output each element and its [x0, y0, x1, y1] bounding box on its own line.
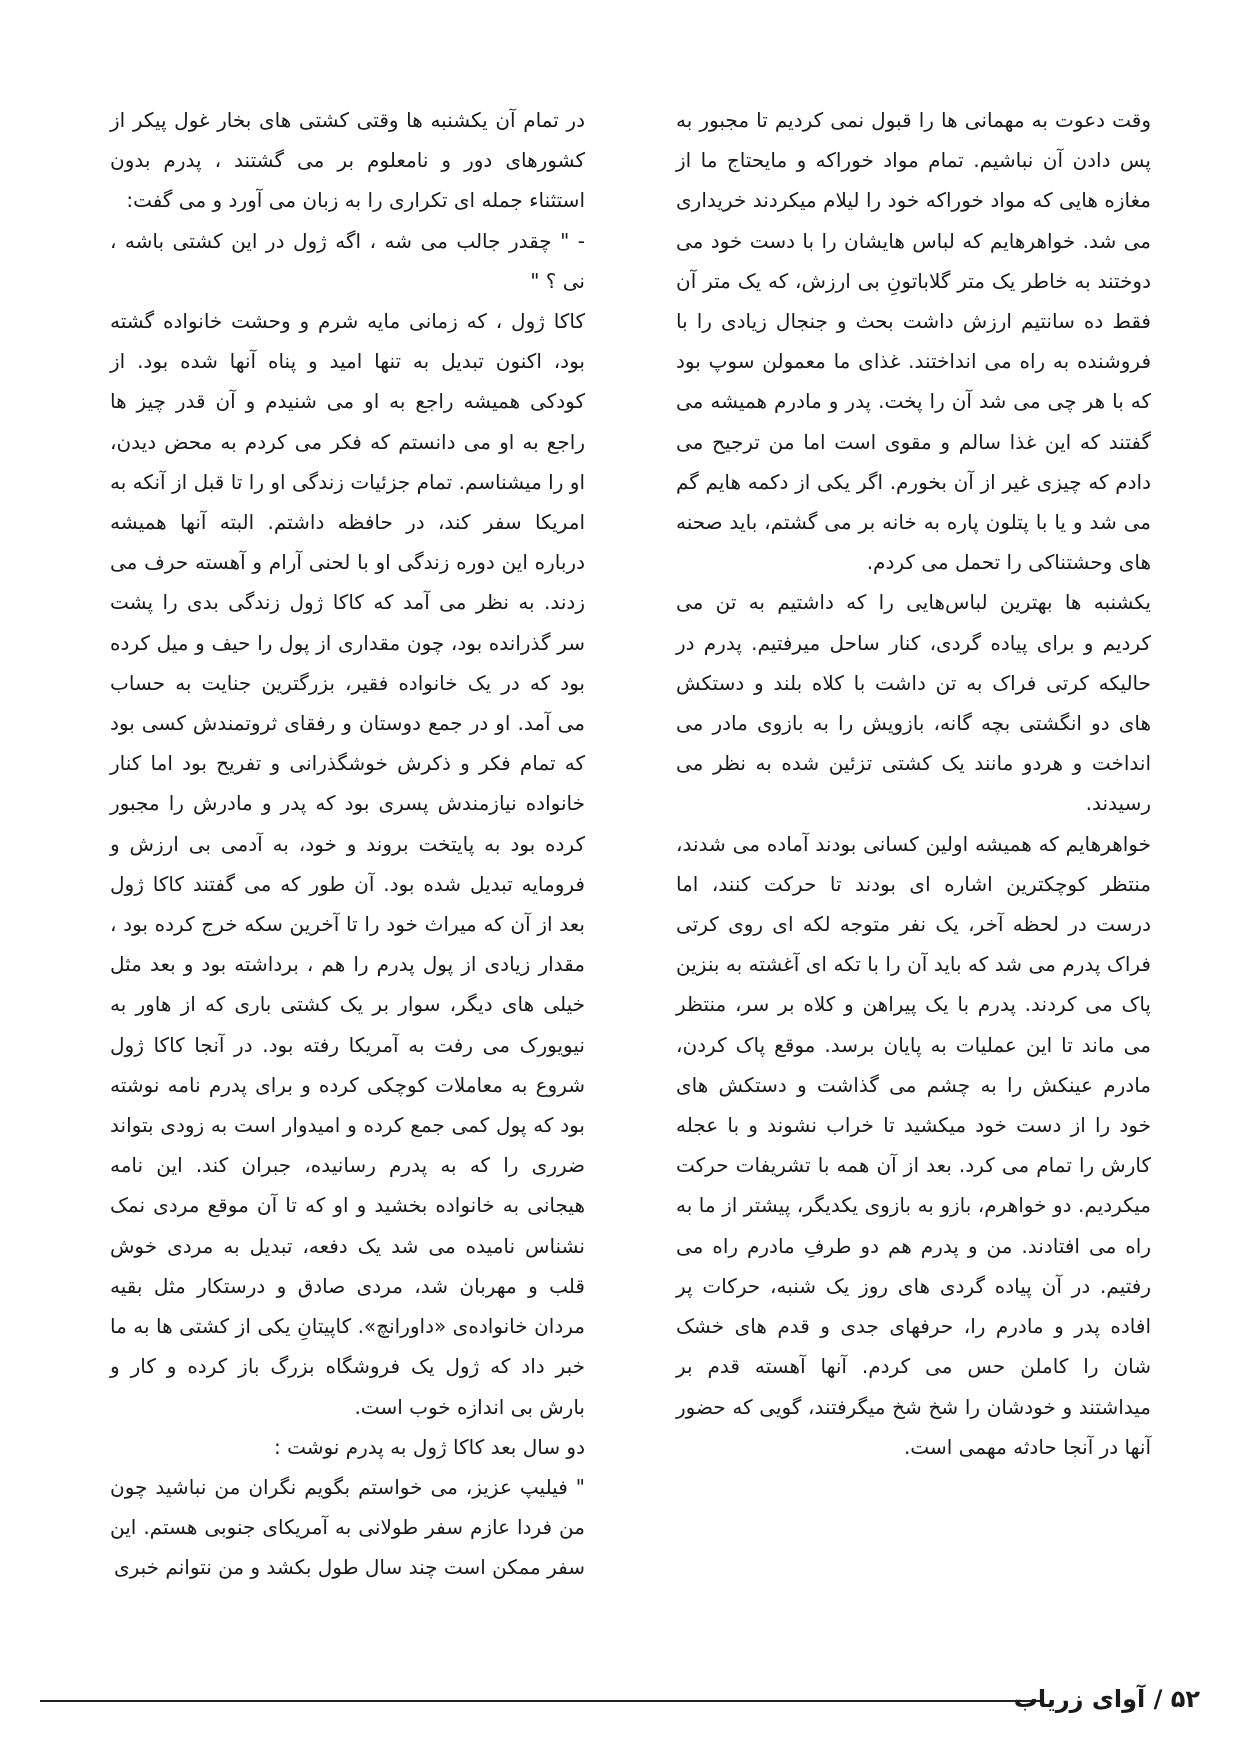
page-footer	[40, 1680, 1200, 1720]
paragraph: یکشنبه ها بهترین لباس‌هایی را که داشتیم به تن می کردیم و برای پیاده گردی، کنار ساحل میرفتیم. پدرم در حالیکه کرتی فراک به تن داشت با کلاه بلند و دستکش های دو انگشتی بچه گانه، بازویش را به بازوی مادر می انداخت و هردو مانند یک کشتی تزئین شده به نظر می رسیدند.	[676, 590, 1151, 816]
text-column-right	[676, 100, 1151, 1467]
paragraph: در تمام آن یکشنبه ها وقتی کشتی های بخار غول پیکر از کشورهای دور و نامعلوم بر می گشتند ، پدرم بدون استثناء جمله ای تکراری را به زبان می آورد و می گفت:	[110, 108, 585, 213]
paragraph: خواهرهایم که همیشه اولین کسانی بودند آماده می شدند، منتظر کوچکترین اشاره ای بودند تا حرکت کنند، اما درست در لحظه آخر، یک نفر متوجه لکه ای روی کرتی فراک پدرم می شد که باید آن را با تکه ای آغشته به بنزین پاک می کردند. پدرم با یک پیراهن و کلاه بر سر، منتظر می ماند تا این عملیات به پایان برسد. موقع پاک کردن، مادرم عینکش را به چشم می گذاشت و دستکش های خود را از دست خود میکشید تا خراب نشوند و با عجله کارش را تمام می کرد. بعد از آن همه با تشریفات حرکت میکردیم. دو خواهرم، بازو به بازوی یکدیگر، پیشتر از ما به راه می افتادند. من و پدرم هم دو طرفِ مادرم راه می رفتیم. در آن پیاده گردی های روز یک شنبه، حرکات پر افاده پدر و مادرم را، حرفهای جدی و قدم های خشک شان را کاملن حس می کردم. آنها آهسته قدم بر میداشتند و خودشان را شخ شخ میگرفتند، گویی که حضور آنها در آنجا حادثه مهمی است.	[676, 831, 1151, 1459]
footer-divider	[40, 1700, 1040, 1702]
paragraph: دو سال بعد کاکا ژول به پدرم نوشت :	[273, 1434, 585, 1459]
paragraph: - " چقدر جالب می شه ، اگه ژول در این کشتی باشه ، نی ؟ "	[110, 228, 585, 293]
text-column-left	[110, 100, 585, 1588]
page-number-and-magazine-title: ۵۲ / آوای زریاب	[1013, 1685, 1200, 1713]
paragraph: کاکا ژول ، که زمانی مایه شرم و وحشت خانواده گشته بود، اکنون تبدیل به تنها امید و پناه آنها شده بود. از کودکی همیشه راجع به او می شنیدم و آن قدر چیز ها راجع به او می دانستم که فکر می کردم به محض دیدن، او را میشناسم. تمام جزئیات زندگی او را تا قبل از آنکه به امریکا سفر کند، در حافظه داشتم. البته آنها همیشه درباره این دوره زندگی او با لحنی آرام و آهسته حرف می زدند. به نظر می آمد که کاکا ژول زندگی بدی را پشت سر گذرانده بود، چون مقداری از پول را حیف و میل کرده بود که در یک خانواده فقیر، بزرگترین جنایت به حساب می آمد. او در جمع دوستان و رفقای ثروتمندش کسی بود که تمام فکر و ذکرش خوشگذرانی و تفریح بود اما کنار خانواده نیازمندش پسری بود که پدر و مادرش را مجبور کرده بود به پایتخت بروند و خود، به آدمی بی ارزش و فرومایه تبدیل شده بود. آن طور که می گفتند کاکا ژول بعد از آن که میراث خود را تا آخرین سکه خرج کرده بود ، مقدار زیادی از پول پدرم را هم ، برداشته بود و بعد مثل خیلی های دیگر، سوار بر یک کشتی باری که از هاور به نیویورک می رفت به آمریکا رفته بود. در آنجا کاکا ژول شروع به معاملات کوچکی کرده و برای پدرم نامه نوشته بود که پول کمی جمع کرده و امیدوار است به زودی بتواند ضرری را که به پدرم رسانیده، جبران کند. این نامه هیجانی به خانواده بخشید و او که تا آن موقع مردی نمک نشناس نامیده می شد یک دفعه، تبدیل به مردی خوش قلب و مهربان شد، مردی صادق و درستکار مثل بقیه مردان خانواده‌ی «داورانچ». کاپیتانِ یکی از کشتی ها به ما خبر داد که ژول یک فروشگاه بزرگ باز کرده و کار و بارش بی اندازه خوب است.	[110, 309, 585, 1419]
paragraph: " فیلیپ عزیز، می خواستم بگویم نگران من نباشید چون من فردا عازم سفر طولانی به آمریکای جنوبی هستم. این سفر ممکن است چند سال طول بکشد و من نتوانم خبری	[110, 1474, 585, 1580]
paragraph: وقت دعوت به مهمانی ها را قبول نمی کردیم تا مجبور به پس دادن آن نباشیم. تمام مواد خوراکه و مایحتاج ما از مغازه هایی که مواد خوراکه خود را لیلام میکردند خریداری می شد. خواهرهایم که لباس هایشان را با دست خود می دوختند به خاطر یک متر گلاباتونِ بی ارزش، که یک متر آن فقط ده سانتیم ارزش داشت بحث و جنجال زیادی را با فروشنده به راه می انداختند. غذای ما معمولن سوپ بود که با هر چی می شد آن را پخت. پدر و مادرم همیشه می گفتند که این غذا سالم و مقوی است اما من ترجیح می دادم که چیزی غیر از آن بخورم. اگر یکی از دکمه هایم گم می شد و یا با پتلون پاره به خانه بر می گشتم، باید صحنه های وحشتناکی را تحمل می کردم.	[676, 108, 1151, 575]
